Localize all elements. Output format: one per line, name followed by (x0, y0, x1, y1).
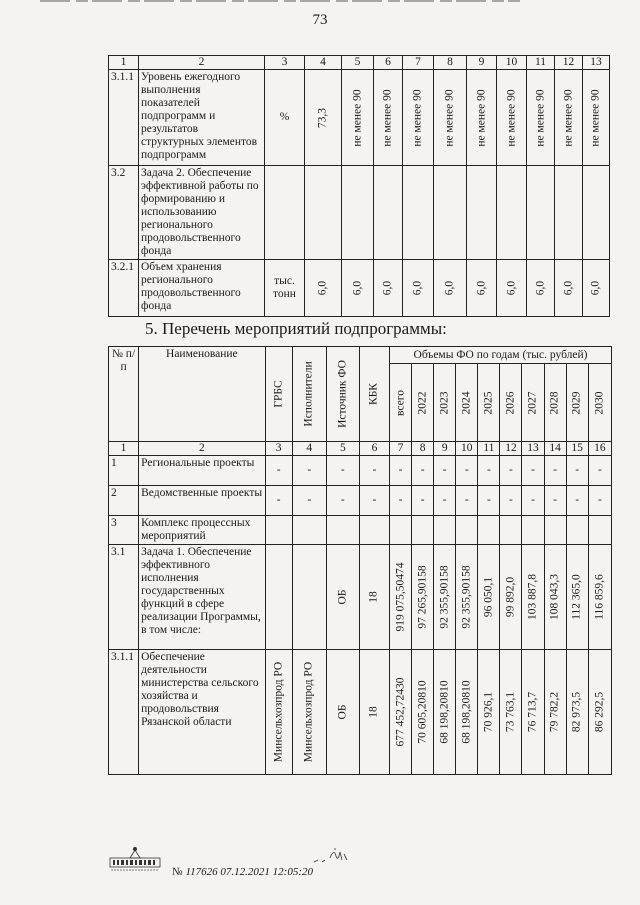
measures-table (108, 346, 612, 775)
col-number: 11 (527, 56, 555, 70)
volume-value: 68 198,20810 (438, 680, 451, 744)
indicator-row (109, 166, 610, 260)
indicator-row (109, 70, 610, 166)
indicator-value: не менее 90 (534, 88, 546, 147)
volume-value: 97 265,90158 (416, 565, 429, 629)
row-number: 1 (109, 456, 139, 486)
col-head-year: 2030 (593, 391, 606, 414)
indicator-value (527, 166, 555, 260)
volume-value: 112 365,0 (570, 574, 583, 620)
col-number: 2 (139, 442, 265, 456)
dash-cell (456, 516, 478, 545)
col-number: 6 (374, 56, 403, 70)
col-head-year: 2025 (482, 391, 495, 414)
indicators-table (108, 55, 610, 317)
dash-cell: - (359, 456, 389, 486)
col-head-year: 2024 (460, 391, 473, 414)
page-number: 73 (312, 12, 328, 28)
col-head-year: 2029 (570, 391, 583, 414)
volume-value: 79 782,2 (548, 691, 561, 733)
volume-value: 68 198,20810 (460, 680, 473, 744)
col-number: 6 (359, 442, 389, 456)
indicator-value (374, 166, 403, 260)
volume-value: 116 859,6 (593, 574, 606, 620)
dash-cell: - (265, 456, 292, 486)
measure-row (109, 456, 612, 486)
document-number: 117626 07.12.2021 12:05:20 (185, 866, 314, 878)
indicator-value (467, 166, 497, 260)
indicator-value (403, 166, 434, 260)
volume-value: 92 355,90158 (460, 565, 473, 629)
col-number: 9 (434, 442, 456, 456)
indicator-value: 6,0 (475, 280, 487, 296)
volume-value: 108 043,3 (548, 574, 561, 620)
dash-cell: - (434, 456, 456, 486)
indicator-value: не менее 90 (381, 88, 394, 147)
col-head-number: № п/п (109, 347, 139, 442)
col-number: 15 (566, 442, 588, 456)
executors-cell (292, 545, 326, 650)
document-number-sign: № (172, 866, 183, 878)
col-number: 16 (588, 442, 611, 456)
dash-cell: - (500, 486, 522, 516)
col-head-source: Источник ФО (336, 360, 349, 428)
dash-cell: - (456, 486, 478, 516)
row-number: 3.1 (109, 545, 139, 650)
col-number: 12 (555, 56, 583, 70)
measure-row (109, 486, 612, 516)
col-number: 1 (109, 442, 139, 456)
volume-value: 70 605,20810 (416, 680, 429, 744)
col-head-year: всего (394, 389, 407, 416)
col-head-kbk: КБК (367, 383, 380, 405)
indicator-value (342, 166, 374, 260)
dash-cell: - (326, 486, 359, 516)
col-number: 10 (497, 56, 527, 70)
col-number: 8 (412, 442, 434, 456)
col-number: 3 (265, 56, 305, 70)
col-number: 8 (434, 56, 467, 70)
registry-stamp-logo (108, 844, 162, 872)
col-number: 9 (467, 56, 497, 70)
dash-cell: - (265, 486, 292, 516)
dash-cell: - (292, 486, 326, 516)
indicator-value: 6,0 (443, 280, 456, 296)
measures-head-row (109, 347, 612, 364)
dash-cell: - (478, 486, 500, 516)
volume-value: 919 075,50474 (394, 562, 407, 632)
dash-cell: - (456, 456, 478, 486)
col-number: 13 (522, 442, 544, 456)
indicator-value: 73,3 (316, 107, 329, 128)
row-number: 2 (109, 486, 139, 516)
col-number: 5 (326, 442, 359, 456)
dash-cell (566, 516, 588, 545)
col-number: 4 (292, 442, 326, 456)
col-number: 12 (500, 442, 522, 456)
col-number: 7 (403, 56, 434, 70)
indicator-value: 6,0 (381, 280, 394, 296)
col-head-executors: Исполнители (302, 361, 315, 427)
volume-value: 677 452,72430 (394, 677, 407, 747)
col-head-year: 2023 (438, 391, 451, 414)
scan-top-edge (0, 0, 640, 4)
dash-cell: - (390, 456, 412, 486)
volume-value: 103 887,8 (526, 574, 539, 620)
indicator-value: 6,0 (534, 280, 546, 296)
dash-cell: - (500, 456, 522, 486)
dash-cell: - (390, 486, 412, 516)
indicator-value: 6,0 (316, 280, 329, 296)
dash-cell: - (434, 486, 456, 516)
row-number: 3.1.1 (109, 70, 139, 166)
col-number: 1 (109, 56, 139, 70)
indicators-header-row (109, 56, 610, 70)
indicator-row (109, 260, 610, 317)
dash-cell: - (566, 456, 588, 486)
col-head-year: 2026 (504, 391, 517, 414)
indicator-value (583, 166, 610, 260)
indicator-value: не менее 90 (475, 88, 487, 147)
column-numbers-row (109, 442, 612, 456)
indicator-value: не менее 90 (505, 88, 517, 147)
volume-value: 76 713,7 (526, 691, 539, 733)
row-number: 3.2.1 (109, 260, 139, 317)
measure-name: Задача 1. Обеспечение эффективного исполнения государственных функций в сфере реализации Программы, в том числе: (139, 545, 265, 650)
dash-cell (434, 516, 456, 545)
source-cell: ОБ (336, 589, 349, 605)
volume-value: 96 050,1 (482, 576, 495, 618)
row-number: 3.1.1 (109, 650, 139, 775)
col-head-year: 2028 (548, 391, 561, 414)
col-number: 4 (305, 56, 342, 70)
dash-cell: - (326, 456, 359, 486)
col-head-volumes: Объемы ФО по годам (тыс. рублей) (390, 347, 612, 364)
dash-cell: - (566, 486, 588, 516)
measure-row (109, 516, 612, 545)
col-number: 7 (390, 442, 412, 456)
dash-cell: - (412, 456, 434, 486)
col-number: 10 (456, 442, 478, 456)
measure-row (109, 545, 612, 650)
measure-name: Комплекс процессных мероприятий (139, 516, 265, 545)
col-number: 2 (139, 56, 265, 70)
col-head-name: Наименование (139, 347, 265, 442)
indicator-unit (265, 166, 305, 260)
dash-cell (544, 516, 566, 545)
volume-value: 86 292,5 (593, 691, 606, 733)
indicator-value (305, 166, 342, 260)
source-cell: ОБ (336, 704, 349, 720)
grbs-cell: Минсельхозпрод РО (272, 661, 285, 763)
measure-name: Ведомственные проекты (139, 486, 265, 516)
indicator-name: Задача 2. Обеспечение эффективной работы по формированию и использованию регионального продовольственного фонда (139, 166, 265, 260)
dash-cell: - (588, 486, 611, 516)
dash-cell: - (478, 456, 500, 486)
dash-cell (265, 516, 292, 545)
col-head-year: 2022 (416, 391, 429, 414)
col-number: 5 (342, 56, 374, 70)
dash-cell (478, 516, 500, 545)
dash-cell (390, 516, 412, 545)
dash-cell (359, 516, 389, 545)
dash-cell (292, 516, 326, 545)
row-number: 3.2 (109, 166, 139, 260)
section-title: 5. Перечень мероприятий подпрограммы: (145, 319, 447, 338)
indicator-value: не менее 90 (351, 88, 363, 147)
executors-cell: Минсельхозпрод РО (302, 661, 315, 763)
indicator-value (555, 166, 583, 260)
dash-cell: - (544, 456, 566, 486)
measure-name: Региональные проекты (139, 456, 265, 486)
dash-cell: - (292, 456, 326, 486)
dash-cell: - (544, 486, 566, 516)
indicator-name: Уровень ежегодного выполнения показателей подпрограмм и результатов структурных элементов подпрограмм (139, 70, 265, 166)
col-number: 11 (478, 442, 500, 456)
dash-cell (326, 516, 359, 545)
col-number: 13 (583, 56, 610, 70)
volume-value: 73 763,1 (504, 691, 517, 733)
dash-cell: - (522, 456, 544, 486)
indicator-value: 6,0 (351, 280, 363, 296)
indicator-value (434, 166, 467, 260)
dash-cell (500, 516, 522, 545)
indicator-value: 6,0 (562, 280, 574, 296)
indicator-unit: тыс. тонн (265, 260, 305, 317)
scan-mark (310, 844, 354, 868)
row-number: 3 (109, 516, 139, 545)
col-number: 3 (265, 442, 292, 456)
indicator-value: 6,0 (505, 280, 517, 296)
indicator-value (497, 166, 527, 260)
indicator-value: 6,0 (411, 280, 424, 296)
indicator-value: 6,0 (589, 280, 602, 296)
volume-value: 70 926,1 (482, 691, 495, 733)
kbk-cell: 18 (367, 591, 380, 603)
dash-cell: - (588, 456, 611, 486)
col-head-year: 2027 (526, 391, 539, 414)
indicator-unit: % (265, 70, 305, 166)
indicator-value: не менее 90 (589, 88, 602, 147)
simple-rows (109, 456, 612, 545)
dash-cell (412, 516, 434, 545)
dash-cell (588, 516, 611, 545)
col-number: 14 (544, 442, 566, 456)
volume-value: 99 892,0 (504, 576, 517, 618)
document-registration (172, 866, 313, 878)
dash-cell (522, 516, 544, 545)
kbk-cell: 18 (367, 706, 380, 718)
indicator-value: не менее 90 (562, 88, 574, 147)
col-head-grbs: ГРБС (272, 380, 285, 408)
indicator-value: не менее 90 (443, 88, 456, 147)
indicator-name: Объем хранения регионального продовольственного фонда (139, 260, 265, 317)
dash-cell: - (359, 486, 389, 516)
measure-row (109, 650, 612, 775)
indicator-value: не менее 90 (411, 88, 424, 147)
volume-value: 92 355,90158 (438, 565, 451, 629)
dash-cell: - (412, 486, 434, 516)
dash-cell: - (522, 486, 544, 516)
grbs-cell (265, 545, 292, 650)
volume-value: 82 973,5 (570, 691, 583, 733)
measure-name: Обеспечение деятельности министерства сельского хозяйства и продовольствия Рязанской области (139, 650, 265, 775)
